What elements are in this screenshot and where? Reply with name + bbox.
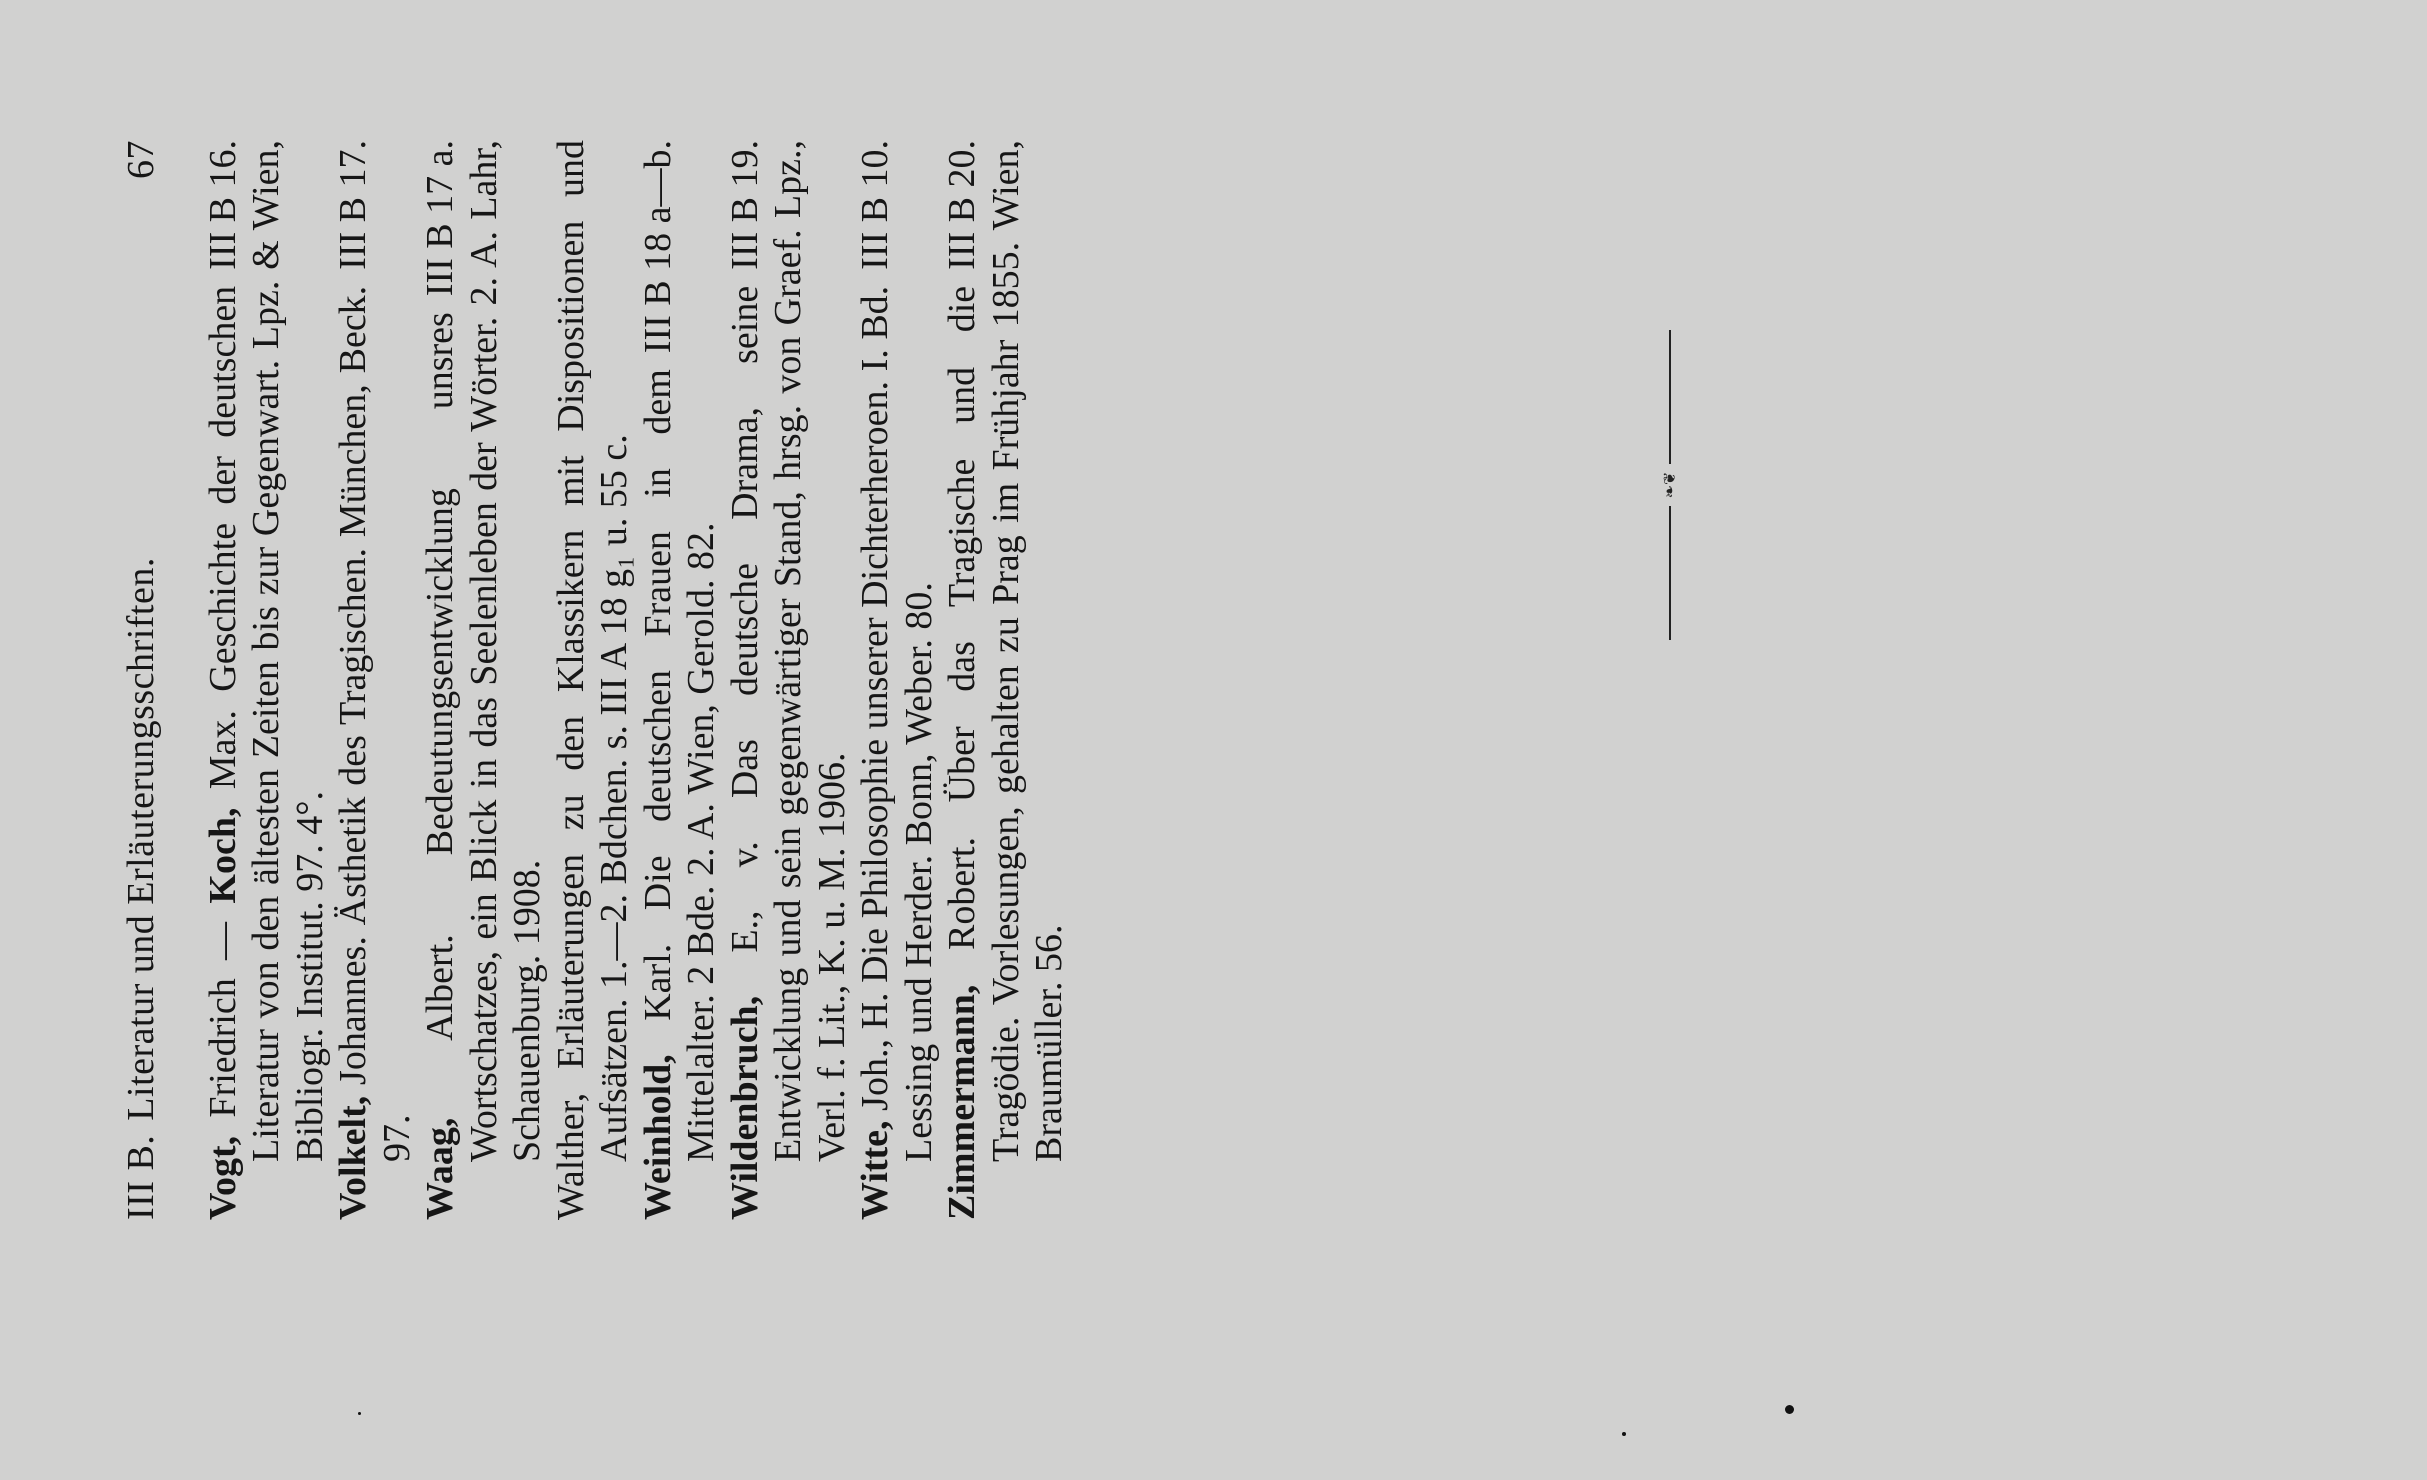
- entry-text: Robert. Über das Tragische und die Tragödie. Vorlesungen, gehalten zu Prag im Frühjahr 1855. Wien, Braumüller. 56.: [941, 140, 1070, 1162]
- entry-author: Waag,: [419, 1117, 461, 1220]
- entry-text: Friedrich — Koch, Max. Geschichte der deutschen Literatur von den ältesten Zeiten bis zur Gegenwart. Lpz. & Wien, Bibliogr. Institut. 97. 4°.: [201, 140, 331, 1162]
- entry-author: Walther,: [549, 1092, 592, 1220]
- section-label: III B.: [120, 1134, 162, 1220]
- entry-author: Weinhold,: [636, 1054, 679, 1220]
- running-head-left: [120, 557, 164, 1220]
- entry-text: Joh., H. Die Philosophie unserer Dichterheroen. I. Bd. Lessing und Herder. Bonn, Weber. 80.: [854, 285, 940, 1162]
- shelf-signature: III B 17 a.: [419, 140, 461, 297]
- page-number: 67: [120, 140, 162, 179]
- shelf-signature: III B 17.: [332, 140, 374, 270]
- bibliography-entry-vogt: [202, 140, 333, 1220]
- entry-author: Volkelt,: [332, 1095, 374, 1220]
- page-text-block: [120, 140, 1679, 1220]
- entry-author: Wildenbruch,: [723, 995, 766, 1220]
- shelf-signature: III B 19.: [723, 140, 766, 270]
- fleuron-icon: ❧❦: [1660, 471, 1679, 499]
- entry-text: Albert. Bedeutungsentwicklung unsres Wortschatzes, ein Blick in das Seelenleben der Wörter. 2. A. Lahr, Schauenburg. 1908.: [419, 140, 548, 1162]
- shelf-signature: III B 10.: [854, 140, 896, 270]
- shelf-signature: III B 18 a—b.: [636, 140, 679, 354]
- entry-text: Erläuterungen zu den Klassikern mit Dispositionen und Aufsätzen. 1.—2. Bdchen. s. III A 18 g₁ u. 55 c.: [549, 140, 635, 1162]
- coauthor-name: Koch,: [201, 807, 244, 904]
- section-end-ornament: [1660, 330, 1680, 640]
- entry-text: E., v. Das deutsche Drama, seine Entwicklung und sein gegenwärtiger Stand, hrsg. von Graef. Lpz., Verl. f. Lit., K. u. M. 1906.: [723, 140, 853, 1162]
- paper-speck: [1622, 1432, 1626, 1436]
- entry-author: Zimmermann,: [941, 984, 983, 1220]
- paper-speck: [358, 1412, 361, 1415]
- shelf-signature: III B 16.: [201, 140, 244, 270]
- bibliography-entry-volkelt: [332, 140, 419, 1220]
- running-head-title: Literatur und Erläuterungsschriften.: [120, 557, 162, 1121]
- bibliography-entry-witte: [854, 140, 941, 1220]
- entry-text: Karl. Die deutschen Frauen in dem Mittelalter. 2 Bde. 2. A. Wien, Gerold. 82.: [636, 369, 722, 1162]
- bibliography-entry-weinhold: [637, 140, 724, 1220]
- bibliography-entry-zimmermann: [941, 140, 1072, 1220]
- shelf-signature: III B 20.: [941, 140, 983, 270]
- entry-text: Johannes. Ästhetik des Tragischen. München, Beck. 97.: [332, 285, 418, 1162]
- entry-author: Vogt,: [201, 1135, 244, 1220]
- ornament-rule-left: [1669, 506, 1671, 640]
- bibliography-entry-waag: [419, 140, 550, 1220]
- entry-author: Witte,: [854, 1120, 896, 1220]
- paper-speck: [1785, 1405, 1794, 1414]
- bibliography-entry-wildenbruch: [724, 140, 855, 1220]
- running-head: [120, 140, 164, 1220]
- bibliography-entry-walther: [550, 140, 637, 1220]
- ornament-rule-right: [1669, 330, 1671, 464]
